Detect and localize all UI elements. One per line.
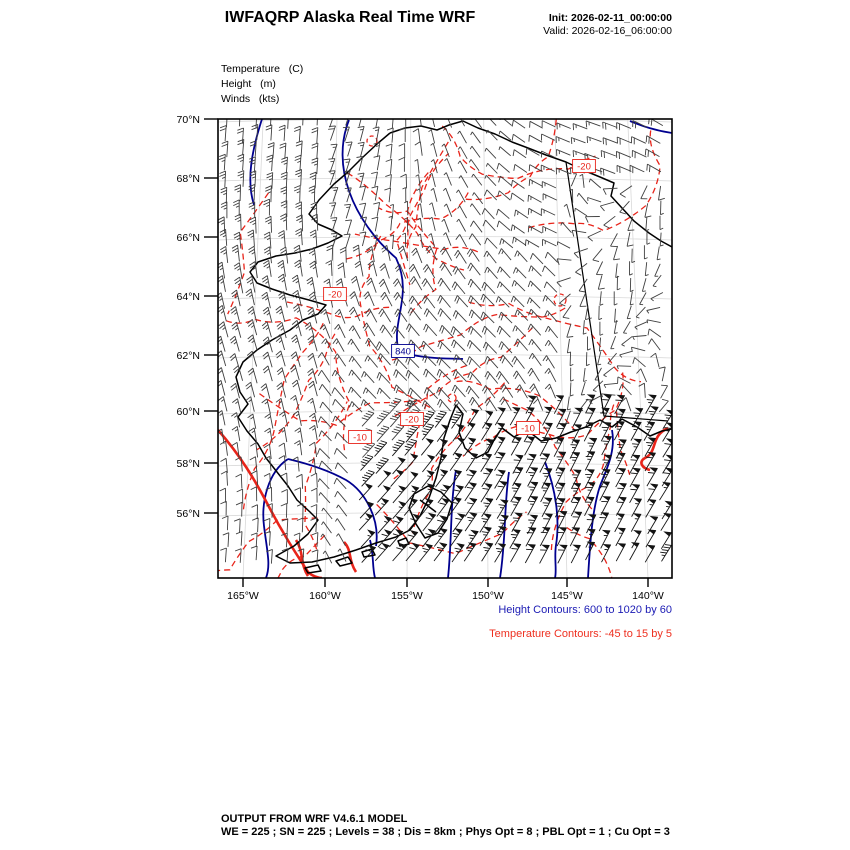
valid-timestamp: Valid: 2026-02-16_06:00:00 [543,25,672,37]
peninsula-islands [305,538,409,573]
lat-tick-label: 60°N [176,406,200,418]
height-contour [288,459,377,546]
lat-tick-label: 64°N [176,291,200,303]
latitude-axis [177,114,218,520]
legend-height: Height (m) [221,78,276,90]
lat-tick-label: 70°N [176,114,200,126]
temp-contour-dashed [526,131,660,231]
lat-tick-label: 62°N [176,350,200,362]
model-config-line: WE = 225 ; SN = 225 ; Levels = 38 ; Dis = 8km ; Phys Opt = 8 ; PBL Opt = 1 ; Cu Opt = 3 [221,826,670,838]
lon-tick-label: 155°W [391,590,423,602]
temp-contour-label: -10 [521,423,535,435]
temp-contour-label: -20 [577,161,591,173]
temp-contour-label: -10 [353,432,367,444]
lon-tick-label: 140°W [632,590,664,602]
temp-contour-label: -20 [405,414,419,426]
height-contour-label: 840 [395,346,411,358]
lat-tick-label: 68°N [176,173,200,185]
temp-contour-dashed [360,234,430,408]
lat-tick-label: 56°N [176,508,200,520]
lon-tick-label: 145°W [551,590,583,602]
lat-tick-label: 66°N [176,232,200,244]
lat-tick-label: 58°N [176,458,200,470]
height-contours-note: Height Contours: 600 to 1020 by 60 [498,604,672,616]
model-output-line: OUTPUT FROM WRF V4.6.1 MODEL [221,813,408,825]
lon-tick-label: 160°W [309,590,341,602]
height-contour [500,472,509,578]
legend-temperature: Temperature (C) [221,63,304,75]
temp-contour-label: -20 [328,289,342,301]
temp-contour-dashed [408,153,449,245]
lon-tick-label: 165°W [227,590,259,602]
temp-contour-dashed [345,193,468,260]
height-contour [545,462,558,578]
temp-contour-dashed [258,392,420,425]
height-contours-layer [250,119,672,578]
temperature-contours-note: Temperature Contours: -45 to 15 by 5 [489,628,672,640]
lon-tick-label: 150°W [472,590,504,602]
page-title: IWFAQRP Alaska Real Time WRF [224,9,476,26]
longitude-axis [227,578,664,602]
legend-winds: Winds (kts) [221,93,280,105]
init-timestamp: Init: 2026-02-11_00:00:00 [548,12,672,24]
temp-contour-dashed [178,518,318,582]
